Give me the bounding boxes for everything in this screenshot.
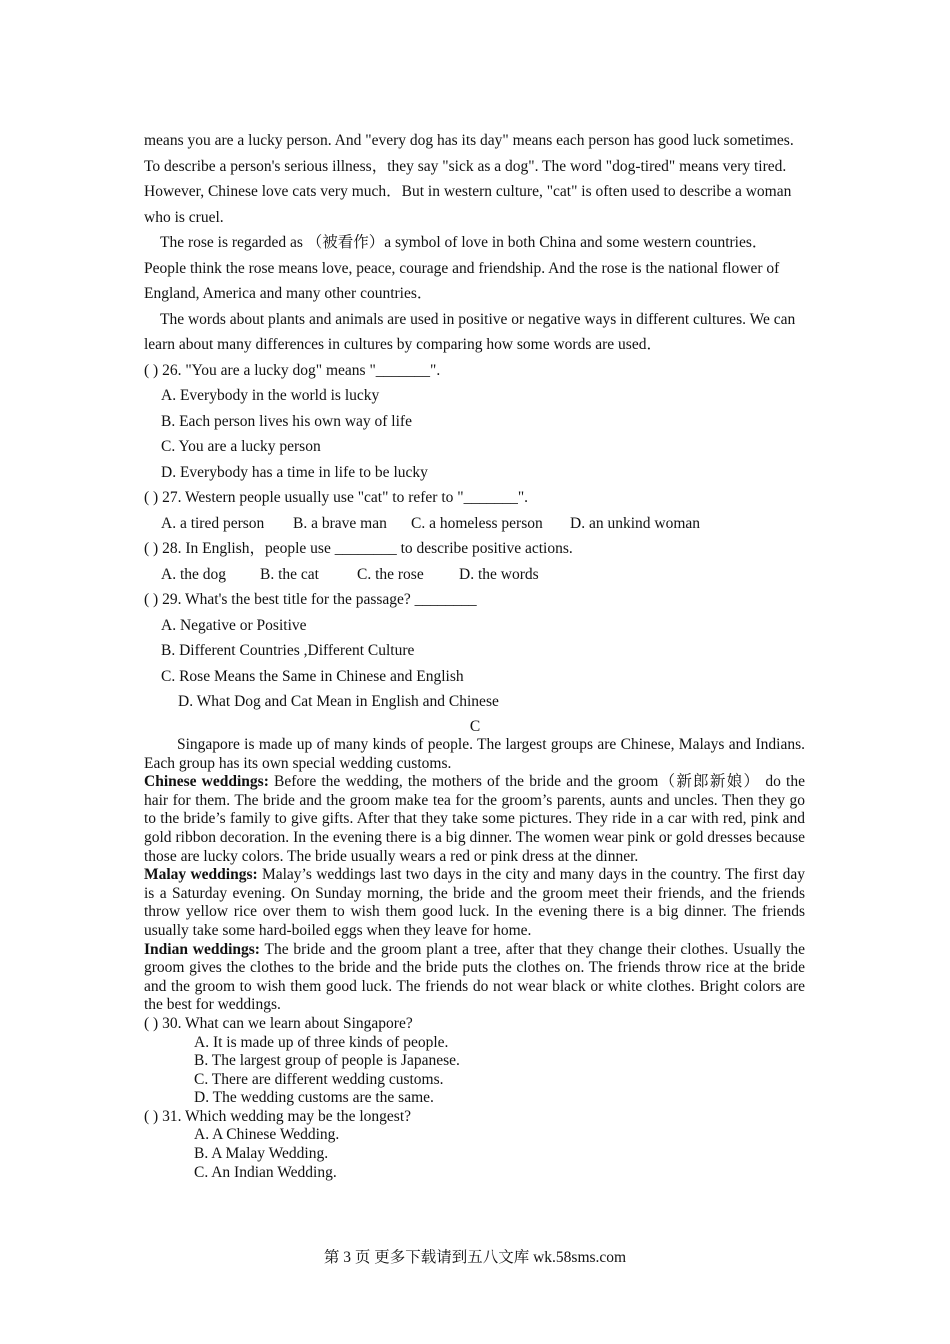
- question-31-option-a: A. A Chinese Wedding.: [194, 1126, 340, 1144]
- passage-paragraph: means you are a lucky person. And "every dog has its day" means each person has good luck sometimes. To describe a person's serious illness，they say "sick as a dog". The word "dog-tired" means very tired. However, Chinese love cats very much．But in western culture, "cat" is often used to describe a woman who is cruel.: [144, 132, 794, 226]
- question-26-option-d: D. Everybody has a time in life to be lucky: [161, 463, 428, 481]
- question-26-stem: ( ) 26. "You are a lucky dog" means "_______".: [144, 361, 441, 379]
- question-26-option-c: C. You are a lucky person: [161, 438, 321, 455]
- indian-weddings-text: The bride and the groom plant a tree, after that they change their clothes. Usually the groom gives the clothes to the bride and the bride puts the clothes on. The friends throw rice at the bride and the groom to wish them good luck. The friends do not wear black or white clothes. Bright colors are the best for weddings.: [144, 940, 805, 1014]
- question-28-option-a: A. the dog: [161, 565, 227, 583]
- chinese-weddings-text: Before the wedding, the mothers of the bride and the groom（新郎新娘） do the hair for them. The bride and the groom make tea for the groom’s parents, aunts and uncles. Then they go to the bride’s family to give gifts. After that they take some pictures. They ride in a car with red, pink and gold ribbon decoration. In the evening there is a big dinner. The women wear pink or gold dresses because those are lucky colors. The bride usually wears a red or pink dress at the dinner.: [144, 773, 805, 865]
- passage-c-intro: Singapore is made up of many kinds of people. The largest groups are Chinese, Malays and Indians. Each group has its own special wedding customs.: [144, 736, 805, 772]
- malay-weddings-paragraph: [144, 866, 805, 940]
- question-27-option-a: A. a tired person: [161, 514, 265, 532]
- question-29-option-d: D. What Dog and Cat Mean in English and Chinese: [178, 693, 499, 710]
- question-27-option-d: D. an unkind woman: [570, 514, 701, 532]
- question-29-option-b: B. Different Countries ,Different Culture: [161, 642, 415, 659]
- question-31-option-c: C. An Indian Wedding.: [194, 1163, 337, 1181]
- section-heading: C: [469, 718, 481, 735]
- question-27-stem: ( ) 27. Western people usually use "cat" to refer to "_______".: [144, 489, 529, 506]
- indian-weddings-label: Indian weddings:: [144, 940, 260, 958]
- question-29-option-a: A. Negative or Positive: [161, 616, 307, 634]
- passage-c-block: [144, 736, 805, 1182]
- question-29-stem: ( ) 29. What's the best title for the passage? ________: [144, 591, 477, 608]
- question-26-option-b: B. Each person lives his own way of life: [161, 412, 412, 430]
- question-28-option-d: D. the words: [459, 565, 539, 583]
- passage-paragraph: The rose is regarded as （被看作）a symbol of love in both China and some western countries．People think the rose means love, peace, courage and friendship. And the rose is the national flower of England, America and many other countries．: [144, 234, 780, 302]
- question-31-stem: ( ) 31. Which wedding may be the longest?: [144, 1107, 412, 1125]
- page-footer: 第 3 页 更多下载请到五八文库 wk.58sms.com: [323, 1249, 627, 1266]
- question-28-stem: ( ) 28. In English，people use ________ to describe positive actions.: [144, 540, 573, 557]
- question-30-option-c: C. There are different wedding customs.: [194, 1070, 444, 1088]
- chinese-weddings-label: Chinese weddings:: [144, 773, 269, 791]
- question-31-option-b: B. A Malay Wedding.: [194, 1145, 329, 1163]
- chinese-weddings-paragraph: [144, 773, 805, 866]
- question-30-stem: ( ) 30. What can we learn about Singapore?: [144, 1014, 413, 1032]
- question-27-option-b: B. a brave man: [293, 514, 387, 532]
- passage-paragraph: The words about plants and animals are used in positive or negative ways in different cultures. We can learn about many differences in cultures by comparing how some words are used．: [144, 310, 796, 353]
- question-30-option-a: A. It is made up of three kinds of people.: [194, 1033, 449, 1051]
- question-28-options: [144, 562, 806, 588]
- indian-weddings-paragraph: [144, 941, 805, 1015]
- question-28-option-c: C. the rose: [357, 565, 424, 583]
- malay-weddings-label: Malay weddings:: [144, 866, 258, 884]
- question-27-option-c: C. a homeless person: [411, 514, 543, 532]
- question-27-options: [144, 511, 806, 537]
- question-26-option-a: A. Everybody in the world is lucky: [161, 387, 380, 404]
- passage-b-block: [144, 128, 806, 715]
- malay-weddings-text: Malay’s weddings last two days in the city and many days in the country. The first day is a Saturday evening. On Sunday morning, the bride and the groom meet their friends, and the friends throw yellow rice over them to wish them good luck. In the evening there is a big dinner. The friends usually take some hard-boiled eggs when they leave for home.: [144, 866, 805, 939]
- question-30-option-d: D. The wedding customs are the same.: [194, 1089, 434, 1107]
- question-30-option-b: B. The largest group of people is Japanese.: [194, 1052, 460, 1070]
- question-29-option-c: C. Rose Means the Same in Chinese and English: [161, 667, 464, 685]
- question-28-option-b: B. the cat: [260, 565, 319, 583]
